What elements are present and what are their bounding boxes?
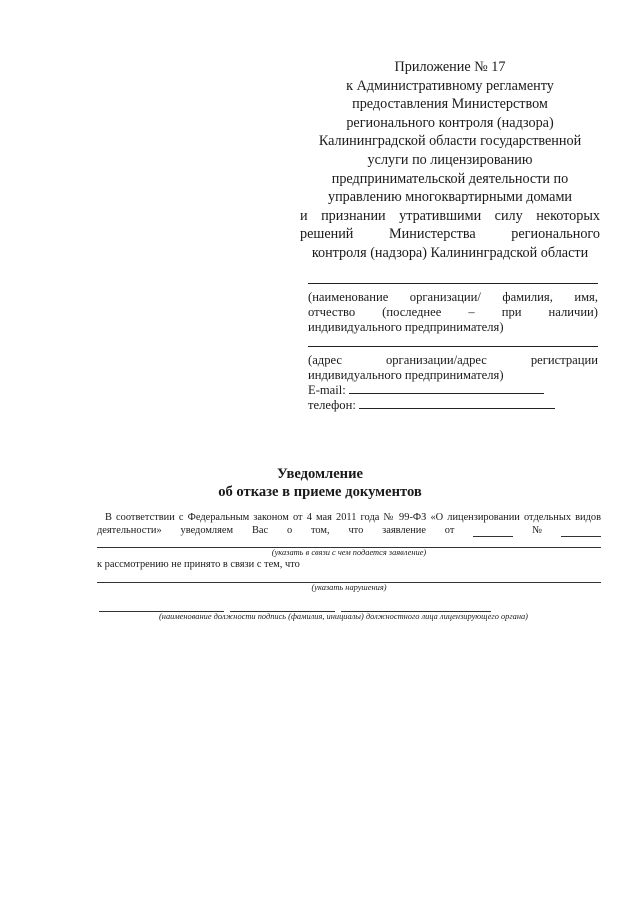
- body-line: к рассмотрению не принято в связи с тем, что: [97, 559, 300, 571]
- body-word: что: [348, 525, 364, 537]
- appendix-line: и признании утратившими силу некоторых: [300, 207, 600, 224]
- notice-title: [0, 465, 640, 501]
- org-hint: отчество (последнее – при наличии): [308, 305, 598, 320]
- address-line[interactable]: [308, 346, 598, 347]
- notice-title-line: Уведомление: [277, 466, 363, 482]
- notice-body: [97, 511, 601, 622]
- appendix-line: решений Министерства регионального: [300, 226, 600, 243]
- appendix-line: регионального контроля (надзора): [346, 114, 554, 131]
- reason-line[interactable]: [97, 537, 601, 548]
- body-line: В соответствии с Федеральным законом от 4 мая 2011 года № 99-ФЗ «О лицензировании отдельных видов: [105, 512, 601, 523]
- body-word: о: [286, 525, 293, 537]
- body-word: №: [532, 525, 543, 537]
- phone-field[interactable]: [359, 398, 555, 409]
- email-field[interactable]: [349, 383, 544, 394]
- appendix-line: услуги по лицензированию: [367, 151, 533, 168]
- addressee-block: [308, 283, 598, 413]
- body-word: заявление: [382, 525, 426, 537]
- appendix-title: Приложение № 17: [394, 59, 506, 75]
- appendix-line: контроля (надзора) Калининградской области: [311, 244, 589, 261]
- address-hint: (адрес организации/адрес регистрации: [308, 352, 598, 367]
- appendix-line: предпринимательской деятельности по: [331, 170, 569, 187]
- notice-subtitle: об отказе в приеме документов: [218, 484, 422, 500]
- body-word: от: [444, 525, 455, 537]
- body-line: [97, 524, 601, 537]
- phone-row: [308, 398, 598, 413]
- org-hint: (наименование организации/ фамилия, имя,: [308, 290, 598, 304]
- body-word: деятельности»: [97, 525, 162, 537]
- date-field[interactable]: [473, 527, 513, 537]
- reason-hint: (указать в связи с чем подается заявление): [271, 548, 427, 558]
- body-word: уведомляем: [180, 525, 234, 537]
- org-name-line[interactable]: [308, 283, 598, 284]
- appendix-line: к Административному регламенту: [346, 77, 554, 94]
- email-label: E-mail:: [308, 383, 346, 398]
- signature-hint: (наименование должности подпись (фамилия, инициалы) должностного лица лицензирующего органа): [159, 611, 528, 621]
- violations-hint: (указать нарушения): [311, 582, 387, 592]
- violations-line[interactable]: [97, 572, 601, 583]
- appendix-line: управлению многоквартирными домами: [327, 189, 573, 206]
- email-row: [308, 383, 598, 398]
- appendix-header: [300, 58, 600, 263]
- address-hint: индивидуального предпринимателя): [308, 367, 504, 382]
- phone-label: телефон:: [308, 398, 356, 413]
- body-word: том,: [311, 525, 330, 537]
- appendix-line: предоставления Министерством: [352, 96, 548, 113]
- org-hint: индивидуального предпринимателя): [308, 320, 504, 335]
- body-word: Вас: [251, 525, 269, 537]
- appendix-line: Калининградской области государственной: [318, 133, 582, 150]
- number-field[interactable]: [561, 527, 601, 537]
